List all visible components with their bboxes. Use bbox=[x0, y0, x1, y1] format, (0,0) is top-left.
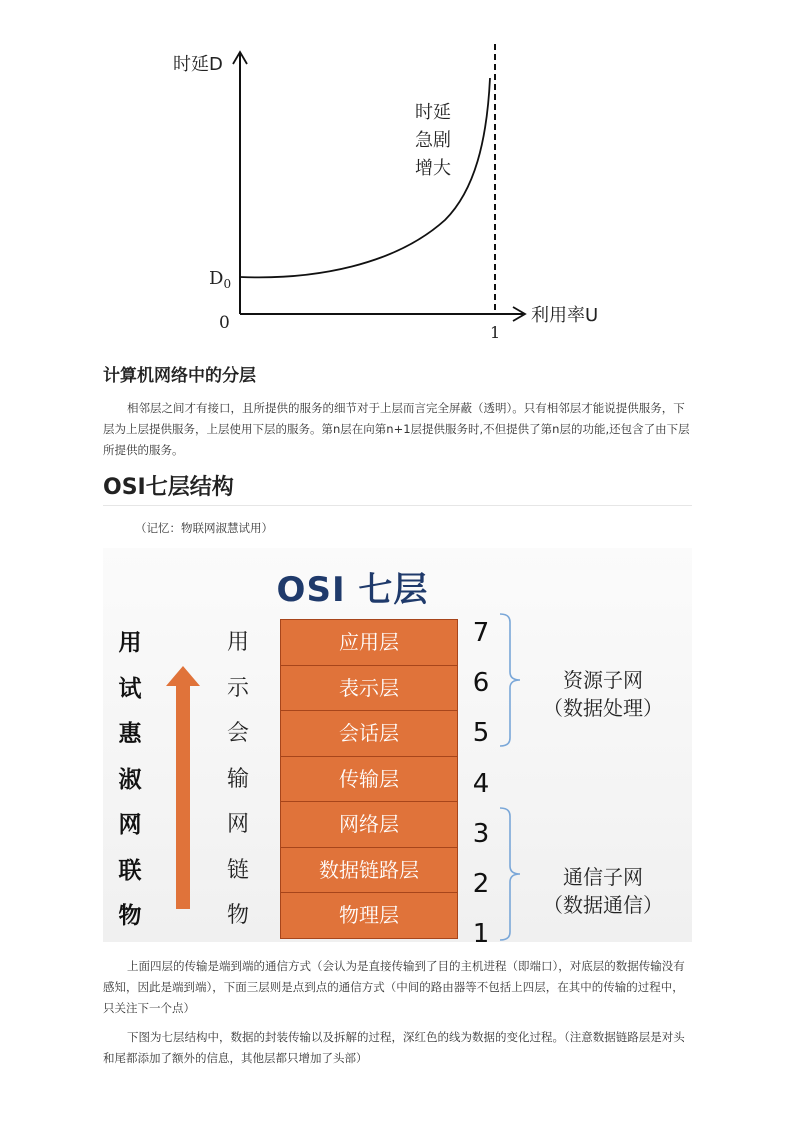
resource-subnet-label bbox=[528, 666, 678, 722]
layer-number: 4 bbox=[472, 768, 490, 799]
mnemonic-char: 联 bbox=[118, 856, 142, 884]
origin-label: 0 bbox=[219, 313, 230, 333]
mnemonic-char: 淑 bbox=[118, 765, 142, 793]
layer-number-column bbox=[468, 608, 494, 942]
lower-bracket bbox=[498, 806, 528, 942]
upper-bracket bbox=[498, 612, 528, 748]
layer-session: 会话层 bbox=[280, 711, 458, 757]
encapsulation-paragraph: 下图为七层结构中，数据的封装传输以及拆解的过程，深红色的线为数据的变化过程。（注意数据链路层是对头和尾都添加了额外的信息，其他层都只增加了头部） bbox=[103, 1030, 685, 1065]
section-heading-layering: 计算机网络中的分层 bbox=[103, 366, 256, 386]
delay-utilization-chart bbox=[165, 40, 625, 345]
layer-initial: 输 bbox=[226, 766, 249, 792]
communication-subnet-label bbox=[528, 863, 678, 919]
communication-subnet-desc: （数据通信） bbox=[543, 893, 663, 917]
osi-figure-title: OSI 七层 bbox=[276, 570, 429, 610]
d0-label: $D_0$ bbox=[209, 268, 232, 291]
mnemonic-char: 试 bbox=[118, 674, 142, 702]
layer-initial: 用 bbox=[226, 630, 249, 655]
layer-initial: 会 bbox=[226, 721, 249, 746]
resource-subnet-desc: （数据处理） bbox=[543, 696, 663, 720]
layer-network: 网络层 bbox=[280, 802, 458, 848]
title-divider bbox=[103, 505, 692, 506]
layer-number: 2 bbox=[472, 868, 490, 899]
layer-number: 7 bbox=[472, 618, 490, 648]
mnemonic-note: （记忆：物联网淑慧试用） bbox=[135, 521, 273, 535]
layering-paragraph: 相邻层之间才有接口，且所提供的服务的细节对于上层而言完全屏蔽（透明）。只有相邻层才能说提供服务，下层为上层提供服务，上层使用下层的服务。第n层在向第n+1层提供服务时,不但提供了第n层的功能,还包含了由下层所提供的服务。 bbox=[103, 401, 690, 457]
layer-initial: 物 bbox=[226, 903, 249, 928]
mnemonic-char: 用 bbox=[118, 629, 142, 656]
osi-seven-layer-figure bbox=[103, 548, 692, 942]
mnemonic-char: 网 bbox=[118, 811, 142, 838]
communication-subnet-title: 通信子网 bbox=[563, 865, 643, 889]
layer-number: 1 bbox=[472, 919, 490, 942]
mnemonic-char: 惠 bbox=[118, 720, 142, 747]
layer-physical: 物理层 bbox=[280, 893, 458, 939]
layer-number: 6 bbox=[472, 668, 490, 699]
layer-initial-column bbox=[223, 620, 253, 939]
section-title-osi: OSI七层结构 bbox=[103, 475, 234, 500]
annotation-line-2: 急剧 bbox=[415, 130, 451, 151]
layer-application: 应用层 bbox=[280, 619, 458, 666]
annotation-line-3: 增大 bbox=[415, 158, 451, 179]
mnemonic-char: 物 bbox=[118, 902, 142, 929]
x-axis-label: 利用率U bbox=[531, 305, 599, 326]
layer-data-link: 数据链路层 bbox=[280, 848, 458, 894]
layer-initial: 链 bbox=[226, 857, 249, 883]
y-axis-label: 时延D bbox=[173, 54, 223, 75]
upward-arrow-icon bbox=[166, 666, 200, 911]
annotation-line-1: 时延 bbox=[415, 102, 451, 123]
layer-number: 3 bbox=[472, 818, 490, 849]
layer-initial: 网 bbox=[226, 812, 249, 837]
layer-number: 5 bbox=[472, 718, 490, 749]
layer-presentation: 表示层 bbox=[280, 666, 458, 712]
x-tick-label: 1 bbox=[490, 323, 501, 342]
layer-stack bbox=[280, 619, 458, 939]
layer-initial: 示 bbox=[226, 675, 249, 701]
layer-transport: 传输层 bbox=[280, 757, 458, 803]
resource-subnet-title: 资源子网 bbox=[563, 668, 643, 692]
delay-curve bbox=[240, 78, 490, 277]
mnemonic-column bbox=[115, 620, 145, 939]
transmission-paragraph: 上面四层的传输是端到端的通信方式（会认为是直接传输到了目的主机进程（即端口），对底层的数据传输没有感知，因此是端到端），下面三层则是点到点的通信方式（中间的路由器等不包括上四层，在其中的传输的过程中，只关注下一个点） bbox=[103, 959, 685, 1015]
